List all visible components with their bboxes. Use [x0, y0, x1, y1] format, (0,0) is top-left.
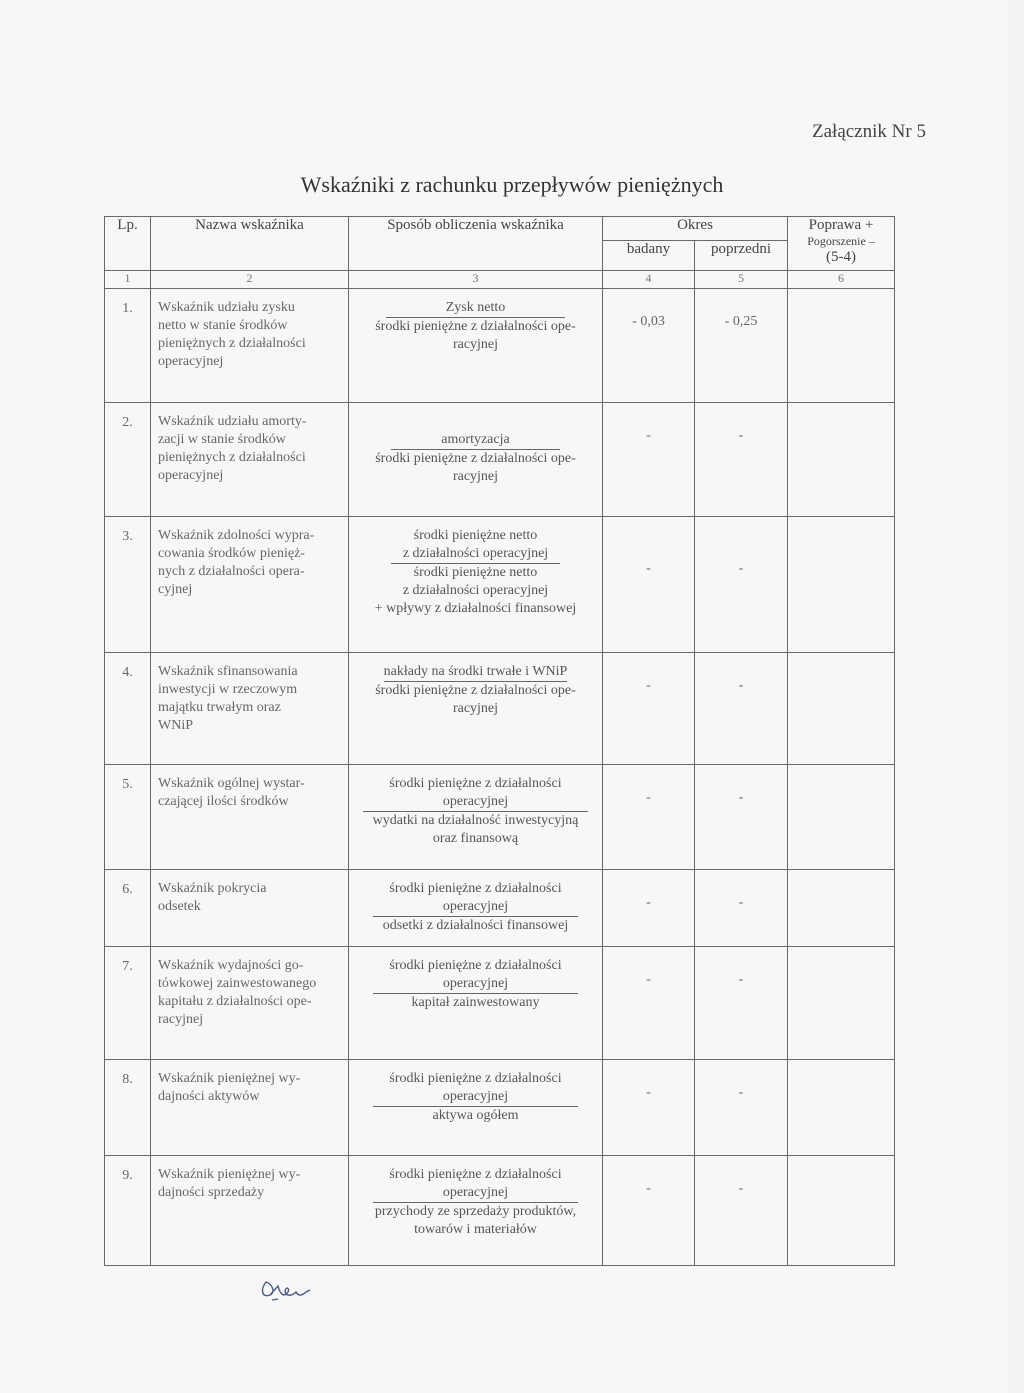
formula-numerator: operacyjnej [373, 1088, 578, 1107]
formula-denominator: wydatki na działalność inwestycyjną [372, 813, 579, 828]
column-number: 4 [603, 271, 695, 289]
name-line: Wskaźnik pieniężnej wy- [158, 1167, 301, 1182]
value-previous: - [695, 1156, 788, 1266]
indicator-name [151, 1156, 349, 1266]
indicator-name [151, 765, 349, 870]
formula-denominator: oraz finansową [432, 831, 519, 846]
formula [349, 289, 603, 403]
value-studied: - 0,03 [603, 289, 695, 403]
formula-denominator: racyjnej [452, 469, 499, 484]
value-studied: - [603, 653, 695, 765]
name-line: Wskaźnik zdolności wypra- [158, 528, 315, 543]
formula-denominator: przychody ze sprzedaży produktów, [374, 1204, 577, 1219]
formula-denominator: towarów i materiałów [414, 1222, 537, 1237]
name-line: kapitału z działalności ope- [158, 994, 312, 1009]
value-improvement [788, 765, 895, 870]
formula-denominator: kapitał zainwestowany [411, 995, 540, 1010]
indicator-name [151, 517, 349, 653]
formula [349, 517, 603, 653]
formula [349, 1060, 603, 1156]
formula-numerator: środki pieniężne netto [413, 528, 538, 543]
name-line: dajności sprzedaży [158, 1185, 265, 1200]
indicator-name [151, 289, 349, 403]
value-studied: - [603, 403, 695, 517]
row-number: 2. [105, 403, 151, 517]
table-row [105, 765, 895, 870]
value-studied: - [603, 947, 695, 1060]
row-number: 3. [105, 517, 151, 653]
formula-numerator: operacyjnej [363, 793, 588, 812]
header-lp: Lp. [105, 217, 151, 271]
formula-numerator: środki pieniężne z działalności [389, 881, 562, 896]
formula [349, 1156, 603, 1266]
name-line: pieniężnych z działalności [158, 450, 306, 465]
formula-numerator: środki pieniężne z działalności [389, 1071, 562, 1086]
table-row [105, 403, 895, 517]
indicator-name [151, 870, 349, 947]
name-line: pieniężnych z działalności [158, 336, 306, 351]
name-line: racyjnej [158, 1012, 204, 1027]
formula-denominator: + wpływy z działalności finansowej [374, 601, 577, 616]
indicator-name [151, 653, 349, 765]
column-number: 2 [151, 271, 349, 289]
table-row [105, 653, 895, 765]
value-studied: - [603, 870, 695, 947]
value-improvement [788, 653, 895, 765]
name-line: Wskaźnik pieniężnej wy- [158, 1071, 301, 1086]
column-number: 1 [105, 271, 151, 289]
name-line: czającej ilości środków [158, 794, 289, 809]
indicators-table [104, 216, 895, 1266]
header-method: Sposób obliczenia wskaźnika [349, 217, 603, 271]
value-improvement [788, 289, 895, 403]
name-line: WNiP [158, 718, 193, 733]
header-studied: badany [603, 241, 695, 271]
formula-numerator: środki pieniężne z działalności [389, 776, 562, 791]
formula-numerator: środki pieniężne z działalności [389, 958, 562, 973]
formula-denominator: racyjnej [452, 337, 499, 352]
name-line: operacyjnej [158, 354, 224, 369]
name-line: operacyjnej [158, 468, 224, 483]
name-line: cyjnej [158, 582, 193, 597]
name-line: netto w stanie środków [158, 318, 288, 333]
header-improvement-line1: Poprawa + [808, 217, 874, 233]
formula-numerator: z działalności operacyjnej [391, 545, 560, 564]
formula-denominator: aktywa ogółem [432, 1108, 519, 1123]
row-number: 4. [105, 653, 151, 765]
table-row [105, 870, 895, 947]
formula-numerator: Zysk netto [386, 299, 566, 318]
value-previous: - [695, 870, 788, 947]
value-improvement [788, 870, 895, 947]
row-number: 9. [105, 1156, 151, 1266]
header-name: Nazwa wskaźnika [151, 217, 349, 271]
value-previous: - [695, 765, 788, 870]
row-number: 8. [105, 1060, 151, 1156]
name-line: Wskaźnik wydajności go- [158, 958, 304, 973]
indicator-name [151, 1060, 349, 1156]
formula [349, 403, 603, 517]
page-title: Wskaźniki z rachunku przepływów pieniężnych [300, 172, 724, 197]
row-number: 7. [105, 947, 151, 1060]
value-previous: - [695, 947, 788, 1060]
value-studied: - [603, 1156, 695, 1266]
formula-denominator: środki pieniężne z działalności ope- [375, 451, 576, 466]
row-number: 5. [105, 765, 151, 870]
header-improvement-line2: Pogorszenie – [807, 234, 875, 248]
formula-denominator: środki pieniężne netto [413, 565, 538, 580]
table-row [105, 517, 895, 653]
name-line: Wskaźnik sfinansowania [158, 664, 298, 679]
formula-denominator: środki pieniężne z działalności ope- [375, 683, 576, 698]
formula-numerator: operacyjnej [373, 1184, 578, 1203]
row-number: 6. [105, 870, 151, 947]
column-number: 3 [349, 271, 603, 289]
formula [349, 765, 603, 870]
header-improvement-line3: (5-4) [826, 249, 857, 265]
value-improvement [788, 947, 895, 1060]
table-row [105, 289, 895, 403]
table-row [105, 1156, 895, 1266]
header-period: Okres [603, 217, 788, 241]
formula [349, 947, 603, 1060]
value-improvement [788, 403, 895, 517]
name-line: Wskaźnik ogólnej wystar- [158, 776, 305, 791]
formula-denominator: racyjnej [452, 701, 499, 716]
name-line: tówkowej zainwestowanego [158, 976, 317, 991]
value-previous: - 0,25 [695, 289, 788, 403]
value-previous: - [695, 653, 788, 765]
name-line: majątku trwałym oraz [158, 700, 281, 715]
name-line: nych z działalności opera- [158, 564, 305, 579]
formula-numerator: środki pieniężne z działalności [389, 1167, 562, 1182]
formula-numerator: operacyjnej [373, 898, 578, 917]
name-line: inwestycji w rzeczowym [158, 682, 298, 697]
name-line: odsetek [158, 899, 201, 914]
indicator-name [151, 947, 349, 1060]
value-previous: - [695, 403, 788, 517]
value-previous: - [695, 1060, 788, 1156]
value-improvement [788, 1156, 895, 1266]
value-studied: - [603, 765, 695, 870]
value-previous: - [695, 517, 788, 653]
formula-numerator: nakłady na środki trwałe i WNiP [384, 663, 568, 682]
formula [349, 653, 603, 765]
value-improvement [788, 1060, 895, 1156]
name-line: Wskaźnik udziału amorty- [158, 414, 307, 429]
formula-numerator: operacyjnej [373, 975, 578, 994]
value-studied: - [603, 517, 695, 653]
indicator-name [151, 403, 349, 517]
formula [349, 870, 603, 947]
name-line: zacji w stanie środków [158, 432, 286, 447]
value-improvement [788, 517, 895, 653]
name-line: Wskaźnik pokrycia [158, 881, 267, 896]
column-number: 6 [788, 271, 895, 289]
name-line: dajności aktywów [158, 1089, 260, 1104]
column-number: 5 [695, 271, 788, 289]
row-number: 1. [105, 289, 151, 403]
name-line: Wskaźnik udziału zysku [158, 300, 295, 315]
header-previous: poprzedni [695, 241, 788, 271]
formula-numerator: amortyzacja [391, 431, 559, 450]
table-row [105, 1060, 895, 1156]
handwritten-signature [252, 1268, 322, 1313]
formula-denominator: z działalności operacyjnej [402, 583, 549, 598]
value-studied: - [603, 1060, 695, 1156]
formula-denominator: odsetki z działalności finansowej [382, 918, 569, 933]
table-row [105, 947, 895, 1060]
annex-label: Załącznik Nr 5 [812, 121, 926, 142]
name-line: cowania środków pienięż- [158, 546, 305, 561]
header-improvement [788, 217, 895, 271]
formula-denominator: środki pieniężne z działalności ope- [375, 319, 576, 334]
